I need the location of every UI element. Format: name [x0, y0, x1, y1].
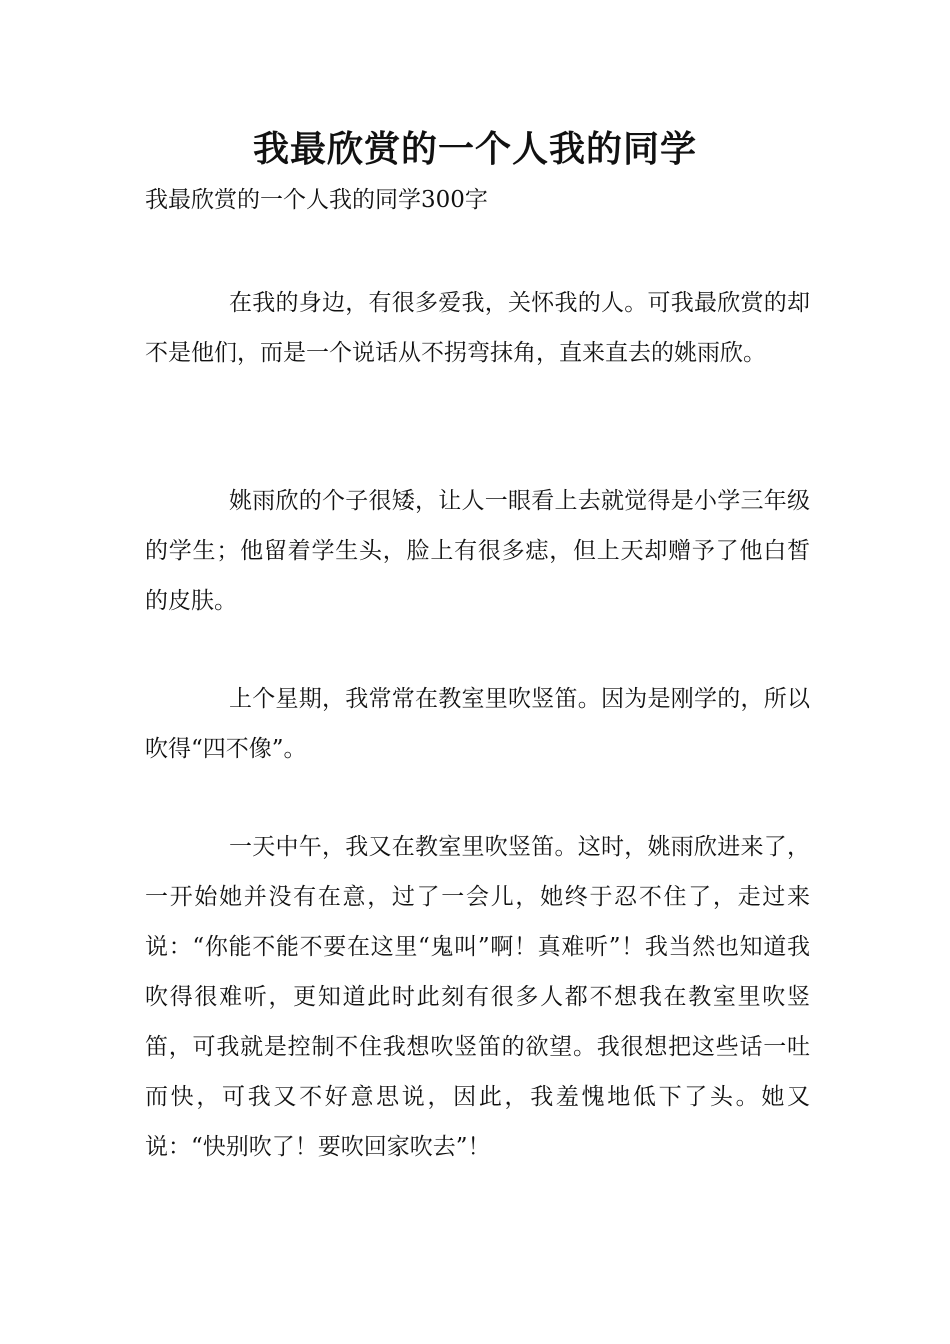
paragraph-3: 上个星期，我常常在教室里吹竖笛。因为是刚学的，所以吹得“四不像”。: [145, 686, 810, 762]
document-subtitle: 我最欣赏的一个人我的同学300字: [145, 187, 488, 213]
document-title: 我最欣赏的一个人我的同学: [252, 129, 697, 170]
paragraph-4: 一天中午，我又在教室里吹竖笛。这时，姚雨欣进来了，一开始她并没有在意，过了一会儿，她终于忍不住了，走过来说：“你能不能不要在这里“鬼叫”啊！真难听”！我当然也知道我吹得很难听，更知道此时此刻有很多人都不想我在教室里吹竖笛，可我就是控制不住我想吹竖笛的欲望。我很想把这些话一吐而快，可我又不好意思说，因此，我羞愧地低下了头。她又说：“快别吹了！要吹回家吹去”！: [145, 834, 810, 1160]
paragraph-2: 姚雨欣的个子很矮，让人一眼看上去就觉得是小学三年级的学生；他留着学生头，脸上有很多痣，但上天却赠予了他白皙的皮肤。: [145, 488, 810, 614]
paragraph-1: 在我的身边，有很多爱我，关怀我的人。可我最欣赏的却不是他们，而是一个说话从不拐弯抹角，直来直去的姚雨欣。: [145, 290, 810, 366]
